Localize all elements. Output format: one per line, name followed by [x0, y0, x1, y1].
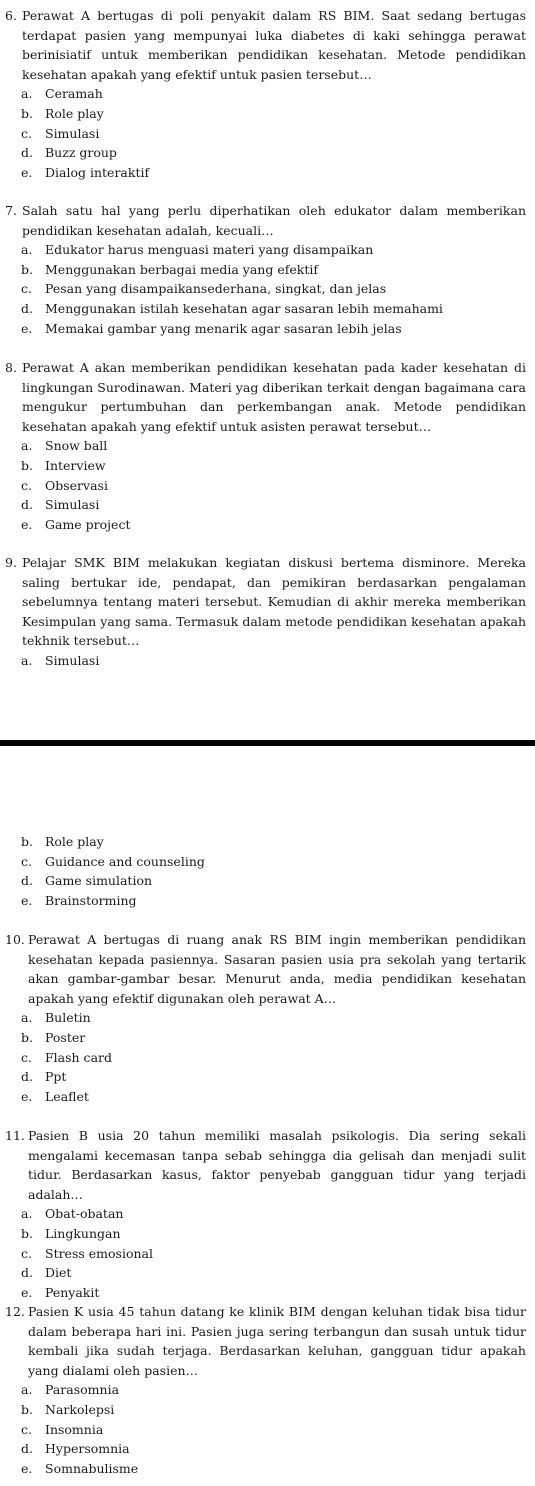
option-text: Penyakit — [45, 1284, 100, 1300]
option-list — [5, 436, 526, 534]
option-text: Simulasi — [45, 652, 100, 668]
option-text: Parasomnia — [45, 1382, 120, 1398]
option-e: e. Memakai gambar yang menarik agar sasaran lebih jelas — [5, 319, 526, 339]
option-text: Poster — [45, 1029, 86, 1045]
option-text: Ceramah — [45, 86, 103, 102]
option-text: Stress emosional — [45, 1245, 153, 1261]
option-e: e. Penyakit — [5, 1283, 526, 1303]
option-b: b. Menggunakan berbagai media yang efektif — [5, 260, 526, 280]
option-d: d. Diet — [5, 1263, 526, 1283]
option-a: a. Simulasi — [5, 651, 526, 671]
option-list — [5, 1008, 526, 1106]
question-9-continued — [5, 832, 526, 910]
option-text: Observasi — [45, 477, 108, 493]
option-text: Role play — [45, 834, 104, 849]
question-12 — [5, 1302, 526, 1478]
option-b: b. Narkolepsi — [5, 1400, 526, 1420]
option-a: a. Parasomnia — [5, 1380, 526, 1400]
option-b: b. Lingkungan — [5, 1224, 526, 1244]
option-text: Hypersomnia — [45, 1441, 130, 1457]
option-text: Interview — [45, 457, 106, 473]
question-text: Perawat A bertugas di ruang anak RS BIM ingin memberikan pendidikan kesehatan kepada pasiennya. Sasaran pasien usia pra sekolah yang tertarik akan gambar-gambar besar. Menurut anda, media pendidikan kesehatan apakah yang efektif digunakan oleh perawat A… — [28, 932, 526, 1006]
option-c: c. Insomnia — [5, 1420, 526, 1440]
question-text: Pasien K usia 45 tahun datang ke klinik BIM dengan keluhan tidak bisa tidur dalam beberapa hari ini. Pasien juga sering terbangun dan susah untuk tidur kembali jika sudah terjaga. Berdasarkan keluhan, gangguan tidur apakah yang dialami oleh pasien… — [28, 1304, 526, 1378]
question-text: Salah satu hal yang perlu diperhatikan oleh edukator dalam memberikan pendidikan kesehatan adalah, kecuali… — [22, 203, 526, 238]
option-text: Edukator harus menguasi materi yang disampaikan — [45, 242, 374, 258]
question-number: 9. — [5, 555, 17, 570]
question-11 — [5, 1126, 526, 1302]
option-b: b. Interview — [5, 456, 526, 476]
question-number: 8. — [5, 360, 17, 375]
option-text: Game project — [45, 516, 131, 532]
option-list — [5, 1380, 526, 1478]
option-list — [5, 832, 526, 910]
question-text: Perawat A akan memberikan pendidikan kesehatan pada kader kesehatan di lingkungan Surodinawan. Materi yag diberikan terkait dengan bagaimana cara mengukur pertumbuhan dan perkembangan anak. Metode pendidikan kesehatan apakah yang efektif untuk asisten perawat tersebut… — [22, 360, 526, 434]
option-list — [5, 651, 526, 671]
option-text: Snow ball — [45, 438, 108, 454]
option-a: a. Obat-obatan — [5, 1204, 526, 1224]
option-a: a. Edukator harus menguasi materi yang disampaikan — [5, 240, 526, 260]
option-d: d. Simulasi — [5, 495, 526, 515]
option-text: Role play — [45, 105, 104, 121]
option-text: Game simulation — [45, 873, 153, 889]
option-text: Flash card — [45, 1049, 112, 1065]
page-break-divider — [0, 740, 535, 746]
option-list — [5, 1204, 526, 1302]
question-number: 7. — [5, 203, 17, 218]
question-7 — [5, 201, 526, 338]
option-text: Leaflet — [45, 1088, 89, 1104]
question-6 — [5, 6, 526, 182]
option-d: d. Buzz group — [5, 143, 526, 163]
option-e: e. Brainstorming — [5, 891, 526, 911]
option-text: Ppt — [45, 1069, 67, 1085]
option-text: Menggunakan berbagai media yang efektif — [45, 261, 318, 277]
option-b: b. Role play — [5, 832, 526, 852]
option-text: Guidance and counseling — [45, 853, 205, 869]
option-text: Lingkungan — [45, 1225, 121, 1241]
option-d: d. Menggunakan istilah kesehatan agar sasaran lebih memahami — [5, 299, 526, 319]
option-c: c. Observasi — [5, 476, 526, 496]
option-c: c. Flash card — [5, 1048, 526, 1068]
option-d: d. Hypersomnia — [5, 1439, 526, 1459]
option-list — [5, 84, 526, 182]
option-b: b. Poster — [5, 1028, 526, 1048]
option-c: c. Simulasi — [5, 124, 526, 144]
option-a: a. Buletin — [5, 1008, 526, 1028]
option-c: c. Pesan yang disampaikansederhana, singkat, dan jelas — [5, 279, 526, 299]
question-number: 10. — [5, 932, 25, 947]
question-text: Pasien B usia 20 tahun memiliki masalah psikologis. Dia sering sekali mengalami kecemasan tanpa sebab sehingga dia gelisah dan menjadi sulit tidur. Berdasarkan kasus, faktor penyebab gangguan tidur yang terjadi adalah… — [28, 1128, 526, 1202]
option-text: Somnabulisme — [45, 1460, 139, 1476]
question-number: 12. — [5, 1304, 25, 1319]
option-d: d. Game simulation — [5, 871, 526, 891]
option-text: Narkolepsi — [45, 1401, 115, 1417]
option-e: e. Game project — [5, 515, 526, 535]
option-b: b. Role play — [5, 104, 526, 124]
option-text: Buletin — [45, 1010, 91, 1026]
option-text: Pesan yang disampaikansederhana, singkat, dan jelas — [45, 281, 387, 297]
question-number: 11. — [5, 1128, 25, 1143]
option-c: c. Guidance and counseling — [5, 852, 526, 872]
question-text: Perawat A bertugas di poli penyakit dalam RS BIM. Saat sedang bertugas terdapat pasien yang mempunyai luka diabetes di kaki sehingga perawat berinisiatif untuk memberikan pendidikan kesehatan. Metode pendidikan kesehatan apakah yang efektif untuk pasien tersebut… — [22, 8, 526, 82]
option-text: Simulasi — [45, 497, 100, 513]
option-text: Obat-obatan — [45, 1206, 124, 1222]
option-e: e. Dialog interaktif — [5, 163, 526, 183]
question-number: 6. — [5, 8, 17, 23]
option-text: Dialog interaktif — [45, 164, 150, 180]
option-text: Buzz group — [45, 145, 117, 161]
question-text: Pelajar SMK BIM melakukan kegiatan diskusi bertema disminore. Mereka saling bertukar ide, pendapat, dan pemikiran berdasarkan pengalaman sebelumnya tentang materi tersebut. Kemudian di akhir mereka memberikan Kesimpulan yang sama. Termasuk dalam metode pendidikan kesehatan apakah tekhnik tersebut… — [22, 555, 526, 649]
option-text: Brainstorming — [45, 892, 137, 908]
option-e: e. Leaflet — [5, 1087, 526, 1107]
option-text: Simulasi — [45, 125, 100, 141]
option-text: Menggunakan istilah kesehatan agar sasaran lebih memahami — [45, 300, 443, 316]
option-c: c. Stress emosional — [5, 1244, 526, 1264]
question-8 — [5, 358, 526, 534]
option-list — [5, 240, 526, 338]
option-e: e. Somnabulisme — [5, 1459, 526, 1479]
option-a: a. Snow ball — [5, 436, 526, 456]
option-a: a. Ceramah — [5, 84, 526, 104]
option-text: Diet — [45, 1265, 72, 1281]
option-d: d. Ppt — [5, 1067, 526, 1087]
question-10 — [5, 930, 526, 1106]
option-text: Insomnia — [45, 1421, 104, 1437]
question-9 — [5, 553, 526, 671]
option-text: Memakai gambar yang menarik agar sasaran lebih jelas — [45, 320, 402, 336]
